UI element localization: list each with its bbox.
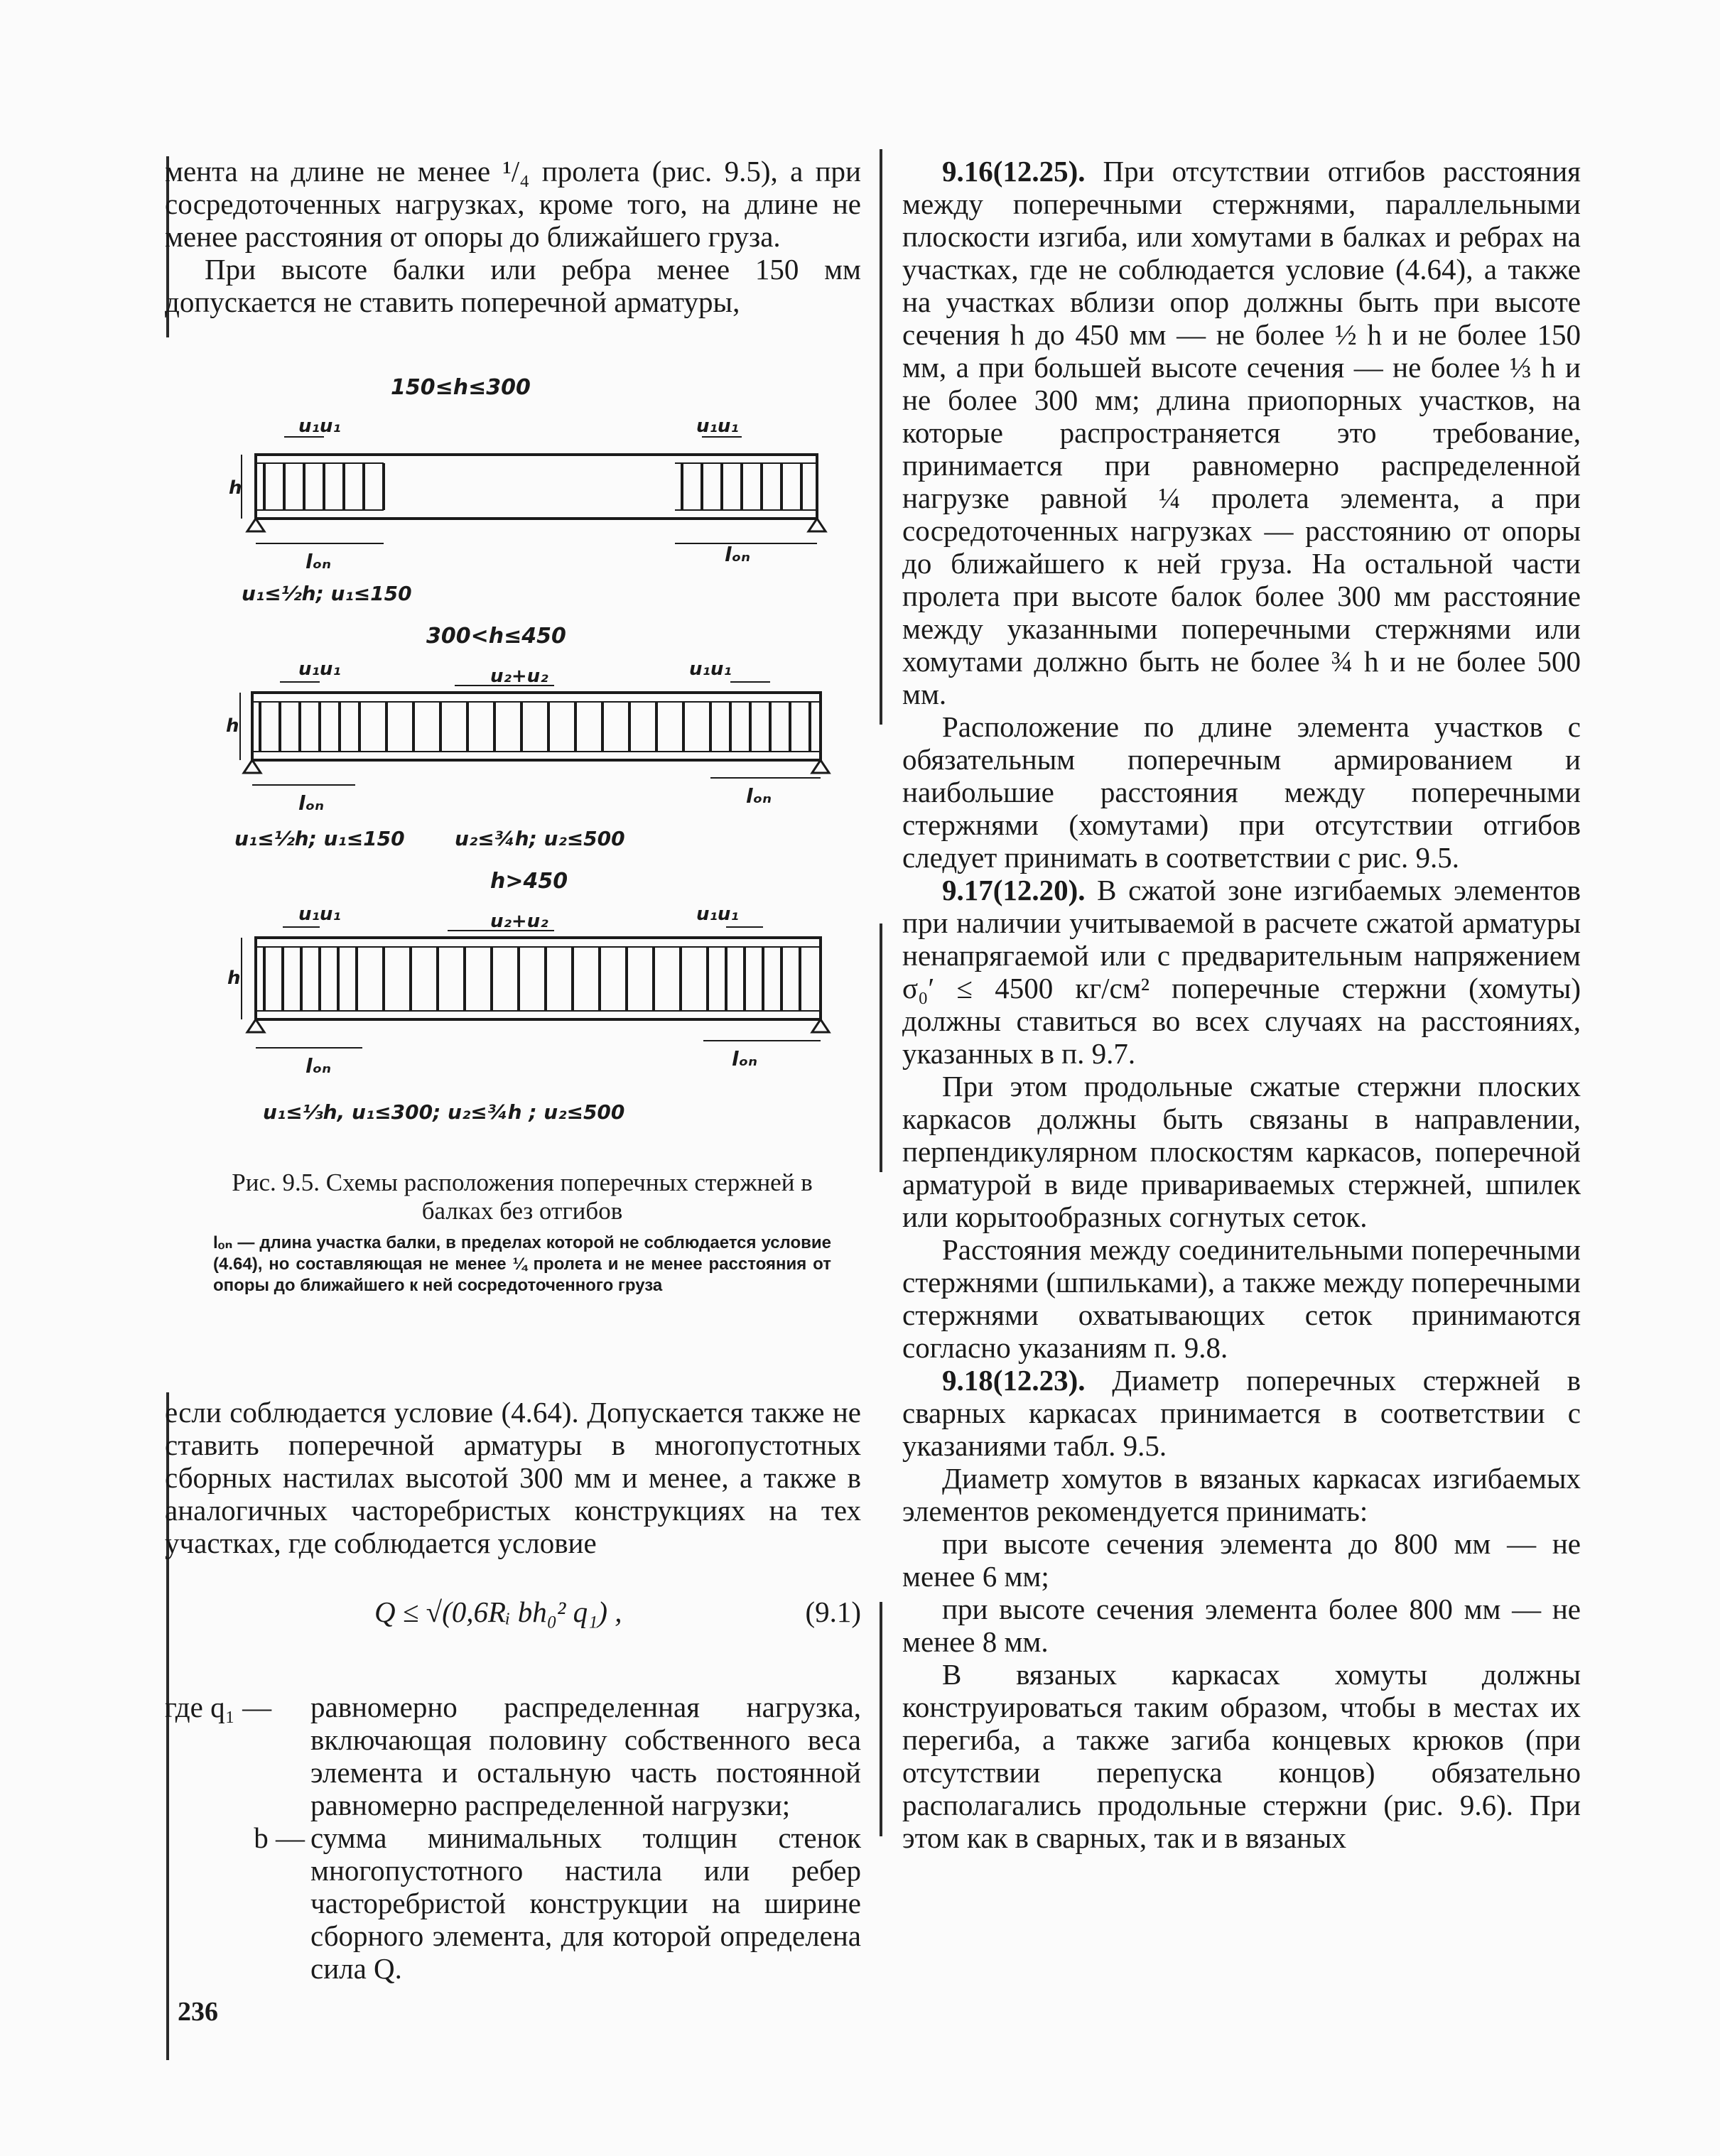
paragraph: мента на длине не менее ¹/₄ пролета (рис. 9.5), а при сосредоточенных нагрузках, кроме того, на длине не менее расстояния от опоры до ближайшего груза.: [165, 155, 861, 253]
lon-label: lₒₙ: [746, 784, 772, 808]
definition-row: [165, 1691, 861, 1821]
def-term: где q₁ —: [165, 1691, 272, 1723]
beam-diagrams: [213, 377, 831, 1144]
left-column-top: [165, 155, 861, 318]
h-label: h: [227, 968, 241, 989]
paragraph: Расположение по длине элемента участков с обязательным поперечным армированием и наибольшие расстояния между поперечными стержнями (хомутами) при отсутствии отгибов следует принимать в соответствии с рис. 9.5.: [902, 710, 1581, 874]
u1-label: u₁u₁: [298, 416, 341, 437]
clause-number: 9.16(12.25).: [942, 155, 1086, 188]
fig-title-2: 300<h≤450: [426, 624, 566, 649]
paragraph: При этом продольные сжатые стержни плоских каркасов должны быть связаны в направлении, перпендикулярном плоскостям каркасов, поперечной арматурой в виде привариваемых стержней, шпилек или корытообразных согнутых сеток.: [902, 1070, 1581, 1233]
u1-label: u₁u₁: [298, 904, 341, 925]
h-label: h: [226, 715, 239, 737]
u2-label: u₂+u₂: [490, 911, 548, 932]
paragraph: при высоте сечения элемента до 800 мм — не менее 6 мм;: [902, 1527, 1581, 1593]
fig-title-3: h>450: [490, 869, 568, 894]
paragraph-text: В сжатой зоне изгибаемых элементов при наличии учитываемой в расчете сжатой арматуры ненапрягаемой или с предварительным напряжением σ₀′ ≤ 4500 кг/см² поперечные стержни (хомуты) должны ставиться во всех случаях на расстояниях, указанных в п. 9.7.: [902, 874, 1581, 1070]
u2-label: u₂+u₂: [490, 666, 548, 687]
paragraph: [902, 874, 1581, 1070]
revision-bar-right-3: [880, 1602, 882, 1836]
figure-caption: Рис. 9.5. Схемы расположения поперечных стержней в балках без отгибов: [232, 1169, 813, 1225]
lon-label: lₒₙ: [305, 1054, 332, 1078]
u1-label: u₁u₁: [696, 416, 739, 437]
revision-bar-right-1: [880, 149, 882, 725]
paragraph: Расстояния между соединительными поперечными стержнями (шпильками), а также между поперечными стержнями охватывающих сеток принимаются согласно указаниям п. 9.8.: [902, 1233, 1581, 1364]
paragraph: В вязаных каркасах хомуты должны конструироваться таким образом, чтобы в местах их перегиба, а также загиба концевых крюков (при отсутствии перепуска концов) обязательно располагались продольные стержни (рис. 9.6). При этом как в сварных, так и в вязаных: [902, 1658, 1581, 1854]
clause-number: 9.18(12.23).: [942, 1364, 1086, 1397]
formula-9-1: [165, 1595, 861, 1637]
h-label: h: [229, 477, 242, 499]
paragraph: при высоте сечения элемента более 800 мм — не менее 8 мм.: [902, 1593, 1581, 1658]
def-term: b —: [254, 1821, 305, 1854]
def-text: равномерно распределенная нагрузка, включающая половину собственного веса элемента и остальную часть постоянной равномерно распределенной нагрузки;: [310, 1691, 861, 1821]
lon-label: lₒₙ: [725, 543, 751, 566]
clause-number: 9.17(12.20).: [942, 874, 1086, 906]
paragraph-text: Диаметр поперечных стержней в сварных каркасах принимается в соответствии с указаниями табл. 9.5.: [902, 1364, 1581, 1462]
beam-diagram-figure: [213, 377, 831, 1144]
paragraph-text: При отсутствии отгибов расстояния между поперечными стержнями, параллельными плоскости изгиба, или хомутами в балках и ребрах на участках, где не соблюдается условие (4.64), а также на участках вблизи опор должны быть при высоте сечения h до 450 мм — не более ½ h и не более 150 мм, а при большей высоте сечения — не более ⅓ h и не более 300 мм; длина приопорных участков, на которые распространяется это требование, принимается при равномерно распределенной нагрузке равной ¼ пролета элемента, а при сосредоточенных нагрузках — расстоянию от опоры до ближайшего к ней груза. На остальной части пролета при высоте балок более 300 мм расстояние между указанными поперечными стержнями или хомутами должно быть не более ¾ h и не более 500 мм.: [902, 155, 1581, 710]
u1-label: u₁u₁: [298, 659, 341, 680]
lon-label: lₒₙ: [298, 791, 325, 815]
condition-2b: u₂≤¾h; u₂≤500: [455, 827, 625, 850]
u1-label: u₁u₁: [696, 904, 739, 925]
formula-number: (9.1): [805, 1596, 861, 1628]
left-column-bottom: [165, 1396, 861, 1559]
paragraph: если соблюдается условие (4.64). Допускается также не ставить поперечной арматуры в многопустотных сборных настилах высотой 300 мм и менее, а также в аналогичных часторебристых конструкциях на тех участках, где соблюдается условие: [165, 1396, 861, 1559]
paragraph: При высоте балки или ребра менее 150 мм допускается не ставить поперечной арматуры,: [165, 253, 861, 318]
revision-bar-right-2: [880, 923, 882, 1172]
u1-label: u₁u₁: [689, 659, 732, 680]
paragraph: [902, 1364, 1581, 1462]
right-column: [902, 155, 1581, 1854]
beam-2: [240, 682, 829, 785]
paragraph: [902, 155, 1581, 710]
fig-title-1: 150≤h≤300: [391, 377, 531, 400]
beam-3: [242, 927, 829, 1048]
definition-row: [165, 1821, 861, 1985]
condition-3: u₁≤⅓h, u₁≤300; u₂≤¾h ; u₂≤500: [263, 1100, 625, 1124]
condition-1: u₁≤½h; u₁≤150: [242, 582, 412, 605]
page-number: 236: [178, 1997, 218, 2027]
beam-1: [242, 437, 826, 543]
formula-expression: Q ≤ √(0,6Rᵢ bh₀² q₁) ,: [374, 1596, 622, 1628]
def-text: сумма минимальных толщин стенок многопустотного настила или ребер часторебристой конструкции на ширине сборного элемента, для которой определена сила Q.: [310, 1821, 861, 1985]
lon-label: lₒₙ: [305, 550, 332, 573]
paragraph: Диаметр хомутов в вязаных каркасах изгибаемых элементов рекомендуется принимать:: [902, 1462, 1581, 1527]
definitions: [165, 1691, 861, 1985]
condition-2a: u₁≤½h; u₁≤150: [234, 827, 405, 850]
figure-note: lₒₙ — длина участка балки, в пределах которой не соблюдается условие (4.64), но составляющая не менее ¼ пролета и не менее расстояния от опоры до ближайшего к ней сосредоточенного груза: [213, 1233, 831, 1295]
lon-label: lₒₙ: [732, 1047, 758, 1071]
